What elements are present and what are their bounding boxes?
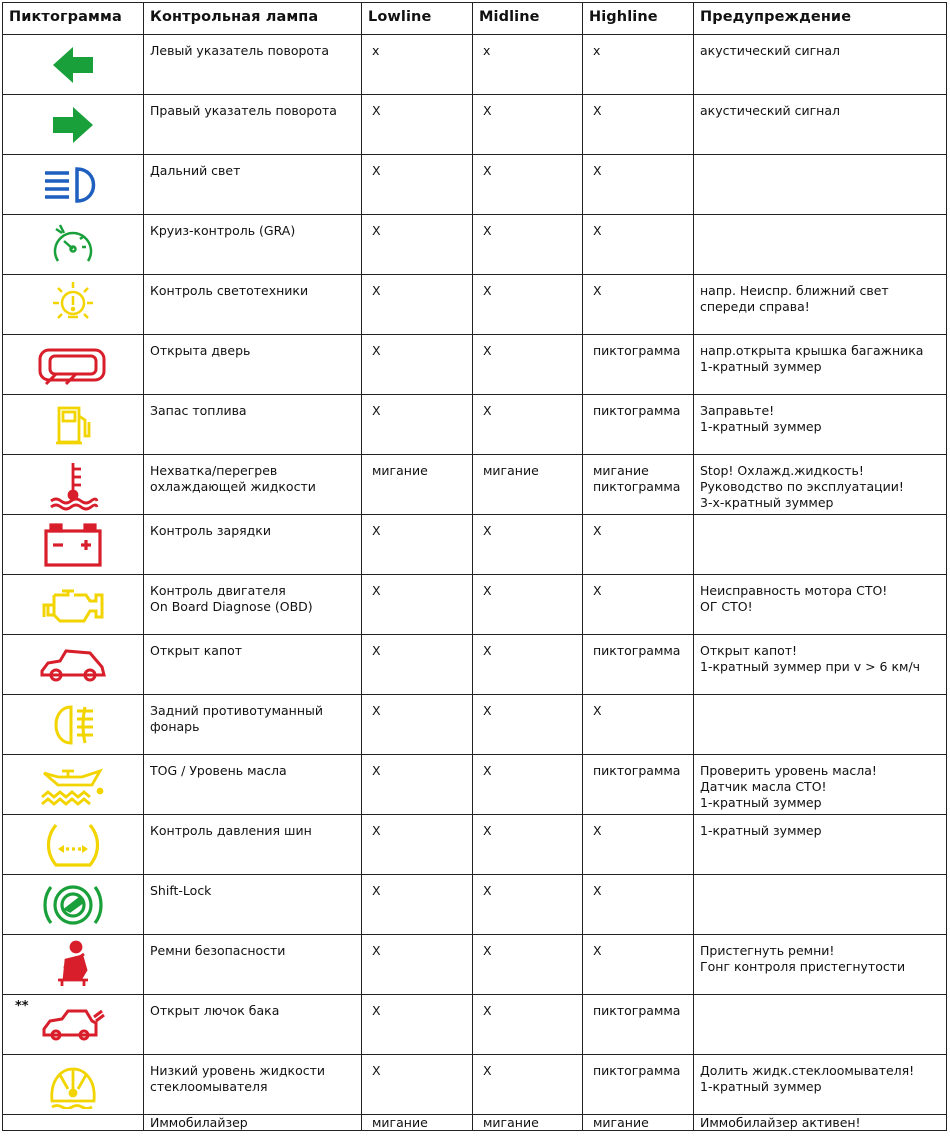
footnote-marker: ** — [15, 999, 29, 1014]
midline-cell: X — [473, 635, 583, 695]
warning-cell: Долить жидк.стеклоомывателя! 1-кратный зуммер — [694, 1055, 947, 1115]
header-lowline: Lowline — [362, 3, 473, 35]
warning-cell: Stop! Охлажд.жидкость! Руководство по эксплуатации! 3-х-кратный зуммер — [694, 455, 947, 515]
header-midline: Midline — [473, 3, 583, 35]
warning-cell: Заправьте! 1-кратный зуммер — [694, 395, 947, 455]
pictogram-cell — [3, 95, 144, 155]
pictogram-cell — [3, 515, 144, 575]
highline-cell: пиктограмма — [583, 995, 694, 1055]
header-lamp: Контрольная лампа — [144, 3, 362, 35]
table-row — [3, 275, 947, 335]
highline-cell: X — [583, 875, 694, 935]
lamp-name-cell: Ремни безопасности — [144, 935, 362, 995]
pictogram-cell — [3, 335, 144, 395]
table-row — [3, 875, 947, 935]
lamp-name-cell: TOG / Уровень масла — [144, 755, 362, 815]
midline-cell: X — [473, 155, 583, 215]
pictogram-cell — [3, 1055, 144, 1115]
highline-cell: X — [583, 815, 694, 875]
lamp-name-cell: Задний противотуманный фонарь — [144, 695, 362, 755]
warning-cell — [694, 695, 947, 755]
highline-cell: X — [583, 215, 694, 275]
highline-cell: пиктограмма — [583, 1055, 694, 1115]
pictogram-cell — [3, 995, 144, 1055]
hood-open-icon — [3, 645, 143, 685]
warning-cell — [694, 995, 947, 1055]
warning-lamps-table — [2, 2, 947, 1131]
table-row — [3, 155, 947, 215]
warning-cell — [694, 515, 947, 575]
lowline-cell: X — [362, 995, 473, 1055]
pictogram-cell — [3, 35, 144, 95]
lowline-cell: X — [362, 515, 473, 575]
engine-icon — [3, 583, 143, 627]
warning-cell: Пристегнуть ремни! Гонг контроля пристегнутости — [694, 935, 947, 995]
midline-cell: X — [473, 875, 583, 935]
door-open-icon — [3, 344, 143, 386]
highline-cell: пиктограмма — [583, 755, 694, 815]
tire-pressure-icon — [3, 821, 143, 869]
warning-cell — [694, 155, 947, 215]
midline-cell: мигание — [473, 1115, 583, 1131]
pictogram-cell — [3, 635, 144, 695]
pictogram-cell — [3, 155, 144, 215]
pictogram-cell — [3, 935, 144, 995]
pictogram-cell — [3, 755, 144, 815]
warning-cell: 1-кратный зуммер — [694, 815, 947, 875]
table-row — [3, 515, 947, 575]
highline-cell: мигание — [583, 1115, 694, 1131]
pictogram-cell — [3, 215, 144, 275]
lowline-cell: X — [362, 275, 473, 335]
midline-cell: X — [473, 395, 583, 455]
midline-cell: X — [473, 215, 583, 275]
table-row — [3, 95, 947, 155]
lowline-cell: X — [362, 875, 473, 935]
table-row — [3, 335, 947, 395]
pictogram-cell — [3, 875, 144, 935]
lowline-cell: X — [362, 815, 473, 875]
lamp-name-cell: Shift-Lock — [144, 875, 362, 935]
midline-cell: X — [473, 575, 583, 635]
rear-fog-icon — [3, 703, 143, 747]
warning-cell: акустический сигнал — [694, 95, 947, 155]
highline-cell: X — [583, 935, 694, 995]
table-row — [3, 395, 947, 455]
lamp-name-cell: Правый указатель поворота — [144, 95, 362, 155]
midline-cell: x — [473, 35, 583, 95]
lamp-name-cell: Открыт лючок бака — [144, 995, 362, 1055]
pictogram-cell — [3, 815, 144, 875]
highline-cell: пиктограмма — [583, 635, 694, 695]
midline-cell: X — [473, 695, 583, 755]
highline-cell: X — [583, 275, 694, 335]
pictogram-cell — [3, 395, 144, 455]
lamp-name-cell: Низкий уровень жидкости стеклоомывателя — [144, 1055, 362, 1115]
shift-lock-icon — [3, 879, 143, 931]
table-row — [3, 755, 947, 815]
highline-cell: X — [583, 575, 694, 635]
table-row — [3, 455, 947, 515]
midline-cell: X — [473, 995, 583, 1055]
table-row — [3, 575, 947, 635]
highline-cell: X — [583, 95, 694, 155]
lamp-name-cell: Нехватка/перегрев охлаждающей жидкости — [144, 455, 362, 515]
highline-cell: x — [583, 35, 694, 95]
warning-cell: Неисправность мотора СТО! ОГ СТО! — [694, 575, 947, 635]
lowline-cell: X — [362, 215, 473, 275]
warning-cell: Открыт капот! 1-кратный зуммер при v > 6 км/ч — [694, 635, 947, 695]
table-row — [3, 815, 947, 875]
lowline-cell: X — [362, 695, 473, 755]
highline-cell: пиктограмма — [583, 395, 694, 455]
lamp-name-cell: Контроль двигателя On Board Diagnose (OBD) — [144, 575, 362, 635]
seatbelt-icon — [3, 940, 143, 990]
lowline-cell: X — [362, 335, 473, 395]
highline-cell: мигание пиктограмма — [583, 455, 694, 515]
lamp-name-cell: Контроль зарядки — [144, 515, 362, 575]
lowline-cell: X — [362, 395, 473, 455]
pictogram-cell — [3, 455, 144, 515]
lamp-name-cell: Иммобилайзер — [144, 1115, 362, 1131]
midline-cell: X — [473, 275, 583, 335]
cruise-control-icon — [3, 221, 143, 269]
midline-cell: X — [473, 935, 583, 995]
lamp-name-cell: Открыта дверь — [144, 335, 362, 395]
midline-cell: X — [473, 335, 583, 395]
lowline-cell: X — [362, 755, 473, 815]
midline-cell: X — [473, 755, 583, 815]
bulb-warning-icon — [3, 279, 143, 331]
table-row — [3, 995, 947, 1055]
lamp-name-cell: Левый указатель поворота — [144, 35, 362, 95]
table-row — [3, 1115, 947, 1131]
table-row — [3, 935, 947, 995]
lowline-cell: мигание — [362, 455, 473, 515]
header-warning: Предупреждение — [694, 3, 947, 35]
oil-level-icon — [3, 763, 143, 807]
pictogram-cell — [3, 275, 144, 335]
lowline-cell: X — [362, 95, 473, 155]
table-row — [3, 1055, 947, 1115]
battery-icon — [3, 521, 143, 569]
lowline-cell: X — [362, 635, 473, 695]
midline-cell: X — [473, 515, 583, 575]
lowline-cell: X — [362, 935, 473, 995]
warning-cell: Иммобилайзер активен! — [694, 1115, 947, 1131]
high-beam-icon — [3, 165, 143, 205]
lowline-cell: X — [362, 1055, 473, 1115]
warning-cell — [694, 215, 947, 275]
lowline-cell: мигание — [362, 1115, 473, 1131]
highline-cell: пиктограмма — [583, 335, 694, 395]
midline-cell: X — [473, 815, 583, 875]
highline-cell: X — [583, 155, 694, 215]
lamp-name-cell: Дальний свет — [144, 155, 362, 215]
table-row — [3, 635, 947, 695]
left-arrow-icon — [3, 45, 143, 85]
warning-cell — [694, 875, 947, 935]
pictogram-cell — [3, 1115, 144, 1131]
header-row — [3, 3, 947, 35]
lamp-name-cell: Круиз-контроль (GRA) — [144, 215, 362, 275]
midline-cell: X — [473, 1055, 583, 1115]
highline-cell: X — [583, 515, 694, 575]
pictogram-cell — [3, 695, 144, 755]
pictogram-cell — [3, 575, 144, 635]
midline-cell: X — [473, 95, 583, 155]
warning-cell: напр.открыта крышка багажника 1-кратный зуммер — [694, 335, 947, 395]
fuel-icon — [3, 402, 143, 448]
washer-fluid-icon — [3, 1061, 143, 1109]
header-highline: Highline — [583, 3, 694, 35]
coolant-icon — [3, 459, 143, 511]
table-row — [3, 695, 947, 755]
lowline-cell: X — [362, 575, 473, 635]
right-arrow-icon — [3, 105, 143, 145]
header-pictogram: Пиктограмма — [3, 3, 144, 35]
lamp-name-cell: Открыт капот — [144, 635, 362, 695]
warning-cell: напр. Неиспр. ближний свет спереди справа! — [694, 275, 947, 335]
warning-cell: акустический сигнал — [694, 35, 947, 95]
lowline-cell: x — [362, 35, 473, 95]
midline-cell: мигание — [473, 455, 583, 515]
lamp-name-cell: Контроль давления шин — [144, 815, 362, 875]
highline-cell: X — [583, 695, 694, 755]
lamp-name-cell: Запас топлива — [144, 395, 362, 455]
warning-cell: Проверить уровень масла! Датчик масла СТО! 1-кратный зуммер — [694, 755, 947, 815]
lamp-name-cell: Контроль светотехники — [144, 275, 362, 335]
table-row — [3, 35, 947, 95]
lowline-cell: X — [362, 155, 473, 215]
table-row — [3, 215, 947, 275]
